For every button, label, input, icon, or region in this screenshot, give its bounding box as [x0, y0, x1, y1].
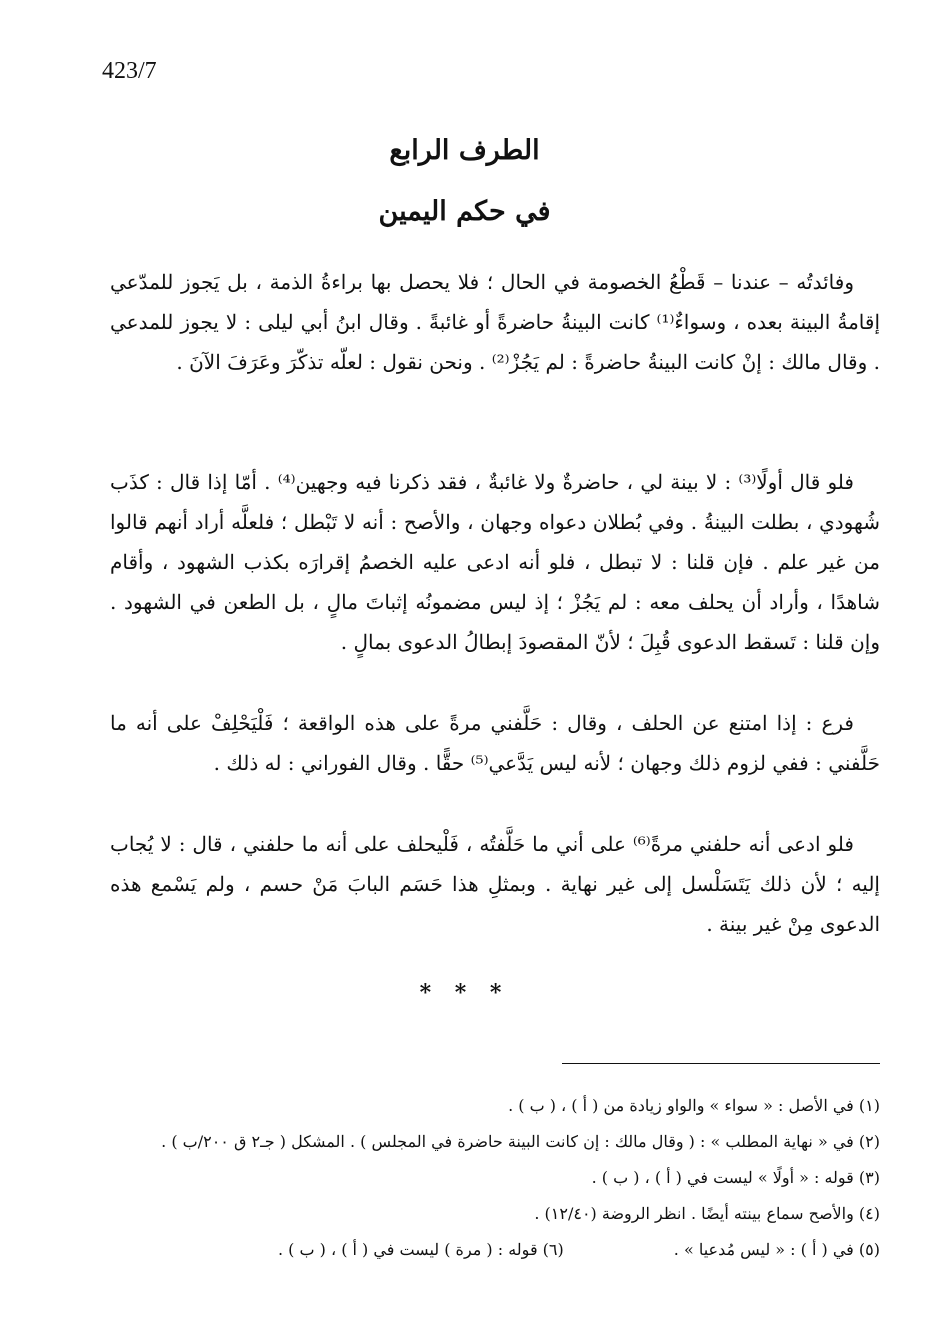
footnote-3: (٣) قوله : « أولًا » ليست في ( أ ) ، ( ب ) . — [591, 1168, 880, 1187]
footnote-2: (٢) في « نهاية المطلب » : ( وقال مالك : إن كانت البينة حاضرة في المجلس ) . المشكل ( جـ٢ ق ٢٠٠/ب ) . — [161, 1132, 880, 1151]
paragraph-2 — [110, 462, 880, 662]
paragraph-1 — [110, 262, 880, 382]
paragraph-text: وفائدتُه – عندنا – قَطْعُ الخصومة في الحال ؛ فلا يحصل بها براءةُ الذمة ، بل يَجوز للمدّعي إقامةُ البينة بعده ، وسواءٌ⁽¹⁾ كانت البينةُ حاضرةً أو غائبةً . وقال ابنُ أبي ليلى : لا يجوز للمدعي . وقال مالك : إنْ كانت البينةُ حاضرةً : لم يَجُزْ⁽²⁾ . ونحن نقول : لعلّه تذكّرَ وعَرَفَ الآنَ . — [110, 270, 881, 374]
footnote-1: (١) في الأصل : « سواء » والواو زيادة من ( أ ) ، ( ب ) . — [508, 1096, 880, 1115]
paragraph-text: فلو ادعى أنه حلفني مرةً⁽⁶⁾ على أني ما حَلَّفتُه ، فَلْيحلف على أنه ما حلفني ، قال : لا يُجاب إليه ؛ لأن ذلك يَتَسَلْسل إلى غير نهاية . وبمثلِ هذا حَسَم البابَ مَنْ حسم ، ولم يَسْمع هذه الدعوى مِنْ غير بينة . — [110, 832, 880, 936]
footnote-rule — [562, 1063, 880, 1064]
paragraph-text: فلو قال أولًا⁽³⁾ : لا بينة لي ، حاضرةٌ ولا غائبةٌ ، فقد ذكرنا فيه وجهين⁽⁴⁾ . أمّا إذا قال : كذَب شُهودي ، بطلت البينةُ . وفي بُطلان دعواه وجهان ، والأصح : أنه لا تَبْطل ؛ فلعلَّه أراد أنهم قالوا من غير علم . فإن قلنا : لا تبطل ، فلو أنه ادعى عليه الخصمُ إقرارَه بكذب الشهود ، وأقام شاهدًا ، وأراد أن يحلف معه : لم يَجُزْ ؛ إذ ليس مضمونُه إثباتَ مالٍ ، بل الطعن في الشهود . وإن قلنا : تَسقط الدعوى قُبِلَ ؛ لأنّ المقصودَ إبطالُ الدعوى بمالٍ . — [110, 470, 880, 654]
page-number: 423/7 — [102, 58, 157, 84]
paragraph-text: فرع : إذا امتنع عن الحلف ، وقال : حَلَّفني مرةً على هذه الواقعة ؛ فَلْيَحْلِفْ على أنه ما حَلَّفني : ففي لزوم ذلك وجهان ؛ لأنه ليس يَدَّعي⁽⁵⁾ حقًّا . وقال الفوراني : له ذلك . — [110, 711, 880, 775]
footnote-6: (٦) قوله : ( مرة ) ليست في ( أ ) ، ( ب ) . — [277, 1240, 564, 1259]
footnote-5: (٥) في ( أ ) : « ليس مُدعيا » . — [673, 1240, 880, 1259]
footnote-4: (٤) والأصح سماع بينته أيضًا . انظر الروضة (١٢/٤٠) . — [534, 1204, 880, 1223]
footnote-row — [100, 1232, 880, 1268]
footnotes — [100, 1088, 880, 1268]
paragraph-4 — [110, 824, 880, 944]
paragraph-3 — [110, 703, 880, 783]
section-title: الطرف الرابع — [389, 135, 540, 166]
section-separator: * * * — [419, 980, 510, 1006]
section-subtitle: في حكم اليمين — [378, 196, 551, 227]
